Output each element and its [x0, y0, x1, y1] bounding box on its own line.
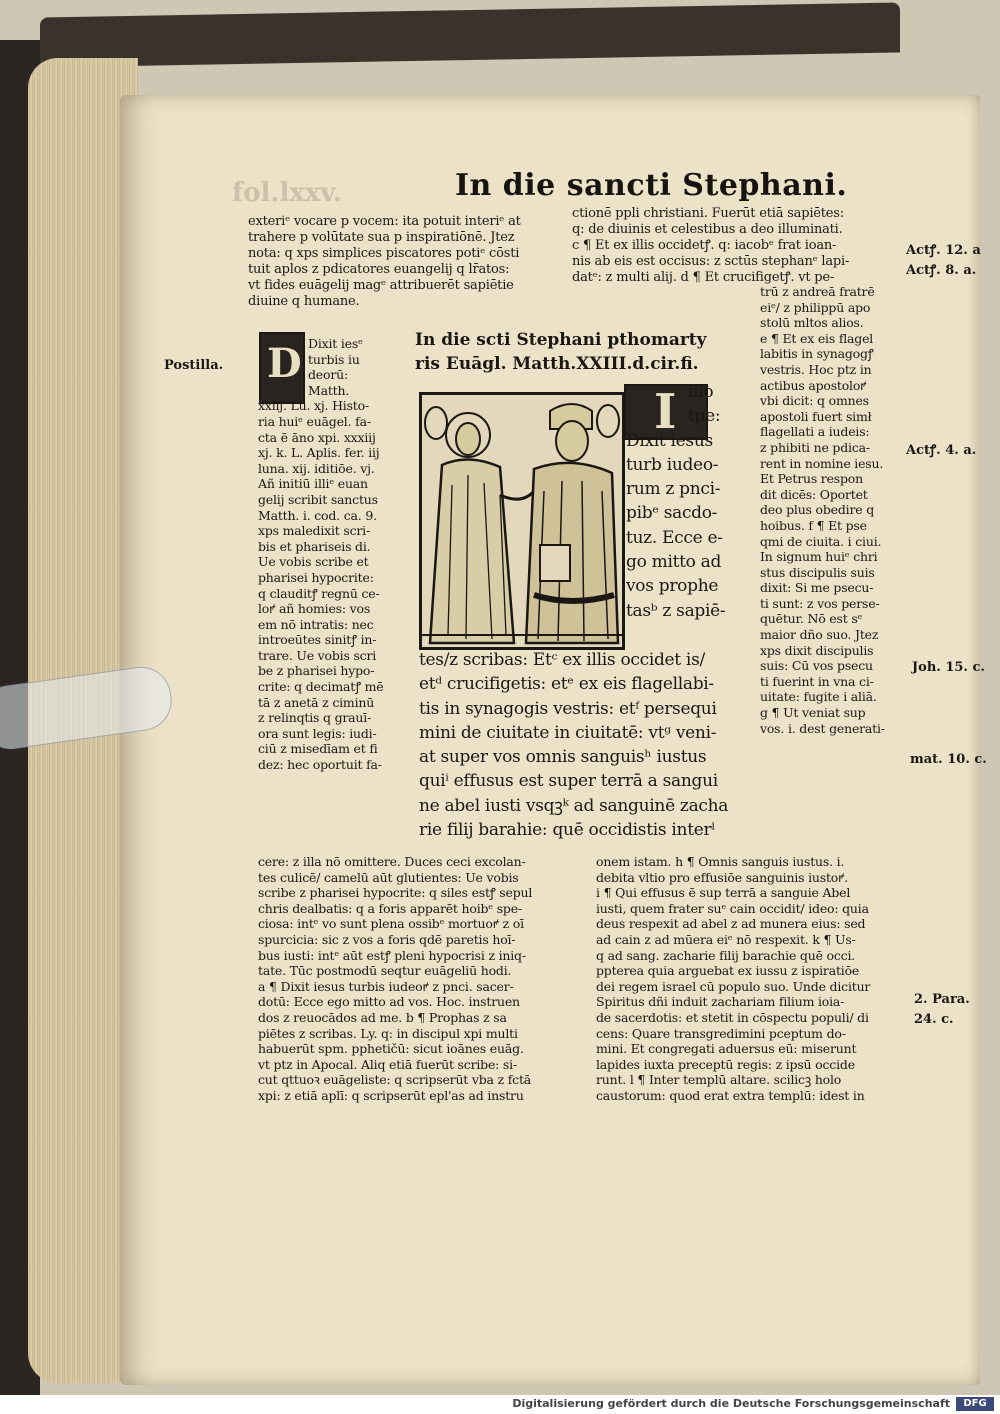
text-line: tate. Tūc postmodū seqtur euāgeliū hodi. [258, 963, 512, 979]
text-line: labitis in synagogꝭ [760, 346, 874, 362]
ghost-folio: fol.lxxv. [232, 178, 342, 208]
text-line: deus respexit ad abel z ad munera eius: sed [596, 916, 866, 932]
text-line: trare. Ue vobis scri [258, 647, 377, 663]
text-line: ciū z misedīam et fi [258, 741, 378, 757]
text-line: cens: Quare transgredimini pceptum do- [596, 1025, 846, 1041]
text-line: Dixit iesus [626, 430, 713, 451]
text-line: Matth. i. cod. ca. 9. [258, 507, 377, 523]
text-line: pharisei hypocrite: [258, 569, 374, 585]
text-line: habuerūt spm. pphetičū: sicut ioānes euāg. [258, 1041, 524, 1057]
text-line: onem istam. h ¶ Omnis sanguis iustus. i. [596, 854, 845, 869]
text-line: mini. Et congregati aduersus eū: miserunt [596, 1041, 857, 1057]
text-line: q: de diuinis et celestibus a deo illuminati. [572, 222, 843, 238]
text-line: vt ptz in Apocal. Aliq etiā fuerūt scribe: si- [258, 1056, 517, 1072]
text-line: quētur. Nō est sᵉ [760, 611, 863, 627]
text-line: q ad sang. zacharie filij barachie quē occi. [596, 947, 856, 963]
margin-note-acts-12: Actꝭ. 12. a [906, 243, 981, 258]
dfg-logo: DFG [956, 1397, 994, 1411]
initial-letter: D [267, 340, 302, 387]
text-line: a ¶ Dixit iesus turbis iudeoꝵ z pnci. sacer- [258, 978, 514, 994]
text-line: ad cain z ad mūera eiᵉ nō respexit. k ¶ Us- [596, 931, 856, 947]
gospel-text-lower [419, 648, 741, 842]
footer-bar [0, 1395, 1000, 1414]
text-line: spurcicia: sic z vos a foris qdē paretis hoī- [258, 931, 516, 947]
gospel-text-upper [626, 380, 736, 623]
text-line: tasᵇ z sapiē- [626, 600, 726, 621]
text-line: xxiij. Lu. xj. Histo- [258, 398, 369, 414]
text-line: diuine q humane. [248, 294, 360, 310]
margin-note-acts-4: Actꝭ. 4. a. [906, 443, 977, 458]
text-line: lapides iuxta preceptū regis: z ipsū occide [596, 1056, 855, 1072]
text-line: Añ initiū illiᵉ euan [258, 476, 368, 492]
text-line: cere: z illa nō omittere. Duces ceci excolan- [258, 854, 526, 869]
left-narrow-column [258, 336, 408, 773]
text-line: etᵈ crucifigetis: etᵉ ex eis flagellabi- [419, 674, 714, 695]
text-line: loꝵ añ homies: vos [258, 601, 371, 617]
text-line: dotū: Ecce ego mitto ad vos. Hoc. instruen [258, 994, 520, 1010]
text-line: cta ē āno xpi. xxxiij [258, 429, 376, 445]
text-line: apostoli fuert simł [760, 408, 872, 424]
text-line: ctionē ppli christiani. Fuerūt etiā sapiētes: [572, 206, 844, 221]
text-line: g ¶ Ut veniat sup [760, 705, 866, 721]
text-line: dei regem israel cū populo suo. Unde dicitur [596, 978, 871, 994]
text-line: tuit aplos z pdicatores euangelij q lr̄atos: [248, 262, 510, 278]
text-line: Et Petrus respon [760, 471, 863, 487]
text-line: trū z andreā fratrē [760, 284, 875, 299]
text-line: bis et phariseis di. [258, 538, 371, 554]
text-line: dos z reuocādos ad me. b ¶ Prophas z sa [258, 1009, 507, 1025]
text-line: stolū mltos alios. [760, 315, 864, 331]
text-upper-left [248, 214, 578, 311]
text-line: xps dixit discipulis [760, 642, 874, 658]
text-line: tpe: [688, 406, 721, 427]
text-line: dixit: Si me psecu- [760, 580, 874, 596]
text-line: dit dicēs: Oportet [760, 486, 868, 502]
text-line: illo [688, 382, 714, 402]
text-line: e ¶ Et ex eis flagel [760, 330, 874, 346]
text-line: em nō intratis: nec [258, 616, 374, 632]
text-line: runt. l ¶ Inter templū altare. scilicꝫ holo [596, 1072, 842, 1088]
gospel-title-line: In die scti Stephani pthomarty [415, 330, 707, 350]
footer-credit: Digitalisierung gefördert durch die Deutsche Forschungsgemeinschaft [512, 1397, 950, 1410]
right-narrow-column [760, 284, 910, 736]
text-line: z phibiti ne pdica- [760, 439, 870, 455]
text-line: deo plus obedire q [760, 502, 875, 518]
text-line: be z pharisei hypo- [258, 663, 375, 679]
text-line: vestris. Hoc ptz in [760, 361, 872, 377]
text-line: gelij scribit sanctus [258, 491, 378, 507]
text-line: xps maledixit scri- [258, 523, 370, 539]
text-line: ppterea quia arguebat ex iussu z ispiratiōe [596, 963, 860, 979]
text-line: at super vos omnis sanguisʰ iustus [419, 747, 707, 768]
text-line: xj. k. L. Aplis. fer. iij [258, 445, 380, 461]
text-line: ria huiᵉ euāgel. fa- [258, 413, 371, 429]
text-line: ne abel iusti vsqꝫᵏ ad sanguinē zacha [419, 795, 729, 816]
text-line: Dixit iesᵉ [308, 336, 363, 351]
text-line: introeūtes sinitꝭ in- [258, 632, 377, 648]
text-line: In signum huiᵉ chri [760, 549, 878, 565]
text-line: c ¶ Et ex illis occidetꝭ. q: iacobᵉ frat ioan- [572, 238, 837, 254]
text-line: scribe z pharisei hypocrite: q siles estꝭ sepul [258, 885, 533, 901]
margin-note-acts-8: Actꝭ. 8. a. [906, 263, 977, 278]
text-line: qmi de ciuita. i ciui. [760, 533, 882, 549]
lower-left-column [258, 854, 580, 1104]
text-line: vbi dicit: q omnes [760, 393, 869, 409]
book-cover-top [40, 2, 900, 67]
margin-note-paral-ref: 24. c. [914, 1012, 954, 1027]
text-line: pibᵉ sacdo- [626, 503, 718, 524]
text-line: rent in nomine iesu. [760, 455, 884, 471]
text-line: bus iusti: intᵉ aūt estꝭ pleni hypocrisi z iniq- [258, 947, 526, 963]
text-line: Ue vobis scribe et [258, 554, 369, 570]
text-line: tā z anetā z ciminū [258, 694, 375, 710]
text-line: cut qttuoꝛ euāgeliste: q scripserūt vba z fctā [258, 1072, 532, 1088]
text-line: tes/z scribas: Etᶜ ex illis occidet is/ [419, 650, 705, 670]
text-line: eiᵉ/ z philippū apo [760, 299, 871, 315]
text-line: stus discipulis suis [760, 564, 875, 580]
text-line: z relinqtis q grauī- [258, 710, 372, 726]
text-line: de sacerdotis: et stetit in cōspectu populi/ di [596, 1009, 869, 1025]
text-line: exteriᵉ vocare p vocem: ita potuit interiᵉ at [248, 214, 521, 229]
text-line: turb iudeo- [626, 454, 719, 475]
text-line: Spiritus dñi induit zachariam filium ioia- [596, 994, 845, 1010]
text-line: caustorum: quod erat extra templū: idest in [596, 1087, 865, 1103]
gospel-title-line: ris Euāgl. Matth.XXIII.d.cir.fi. [415, 354, 699, 374]
text-line: vt fides euāgelij magᵉ attribuerēt sapiētie [248, 278, 514, 294]
margin-note-paral: 2. Para. [914, 992, 970, 1007]
text-line: ti sunt: z vos perse- [760, 595, 880, 611]
text-line: trahere p volūtate sua p inspiratiōnē. Jtez [248, 230, 515, 246]
initial-letter: I [654, 384, 677, 440]
text-line: maior dño suo. Jtez [760, 627, 879, 643]
text-line: crite: q decimatꝭ mē [258, 679, 384, 695]
text-line: piētes z scribas. Ly. q: in discipul xpi multi [258, 1025, 518, 1041]
gospel-title [415, 328, 707, 376]
text-line: vos prophe [626, 576, 719, 597]
text-line: Matth. [308, 382, 350, 398]
text-line: ti fuerint in vna ci- [760, 673, 874, 689]
text-line: datᵉ: z multi alij. d ¶ Et crucifigetꝭ. vt pe- [572, 270, 835, 286]
text-line: rie filij barahie: quē occidistis interˡ [419, 820, 716, 841]
text-line: suis: Cū vos psecu [760, 658, 873, 674]
text-line: ora sunt legis: iudi- [258, 725, 377, 741]
text-line: tes culicē/ camelū aūt glutientes: Ue vobis [258, 869, 519, 885]
text-line: debita vltio pro effusiōe sanguinis iustoꝵ. [596, 869, 848, 885]
text-line: go mitto ad [626, 552, 722, 573]
text-upper-right [572, 206, 902, 286]
text-line: rum z pnci- [626, 479, 721, 500]
text-line: dez: hec oportuit fa- [258, 757, 382, 773]
text-line: chris dealbatis: q a foris apparēt hoibᵉ spe- [258, 900, 522, 916]
text-line: hoibus. f ¶ Et pse [760, 517, 867, 533]
text-line: nota: q xps simplices piscatores potiᵉ cōsti [248, 246, 520, 262]
text-line: deorū: [308, 367, 348, 383]
margin-note-matt-10: mat. 10. c. [910, 752, 987, 767]
text-line: iusti, quem frater suᵉ cain occidit/ ideo: quia [596, 900, 869, 916]
text-line: ciosa: intᵉ vo sunt plena ossibᵉ mortuoꝵ z oī [258, 916, 524, 932]
text-line: luna. xij. iditiōe. vj. [258, 460, 375, 476]
text-line: uitate: fugite i aliā. [760, 689, 877, 705]
text-line: quiⁱ effusus est super terrā a sangui [419, 771, 718, 792]
margin-note-postilla: Postilla. [164, 358, 224, 373]
text-line: actibus apostoloꝵ [760, 377, 867, 393]
text-line: i ¶ Qui effusus ē sup terrā a sanguie Abel [596, 885, 851, 901]
woodcut-drawing [422, 395, 622, 647]
text-line: vos. i. dest generati- [760, 720, 885, 736]
text-line: tis in synagogis vestris: etᶠ persequi [419, 698, 717, 719]
running-title: In die sancti Stephani. [455, 168, 848, 203]
text-line: tuz. Ecce e- [626, 527, 723, 548]
margin-note-john-15: Joh. 15. c. [912, 660, 985, 675]
text-line: mini de ciuitate in ciuitatē: vtᵍ veni- [419, 722, 717, 743]
woodcut-christ-and-scribes [419, 392, 625, 650]
text-line: turbis iu [308, 351, 360, 367]
text-line: q clauditꝭ regnū ce- [258, 585, 380, 601]
lower-right-column [596, 854, 912, 1104]
text-line: flagellati a iudeis: [760, 424, 870, 440]
text-line: nis ab eis est occisus: z sctūs stephanᵉ lapi- [572, 254, 850, 270]
text-line: xpi: z etiā aplī: q scripserūt epl'as ad instru [258, 1087, 524, 1103]
